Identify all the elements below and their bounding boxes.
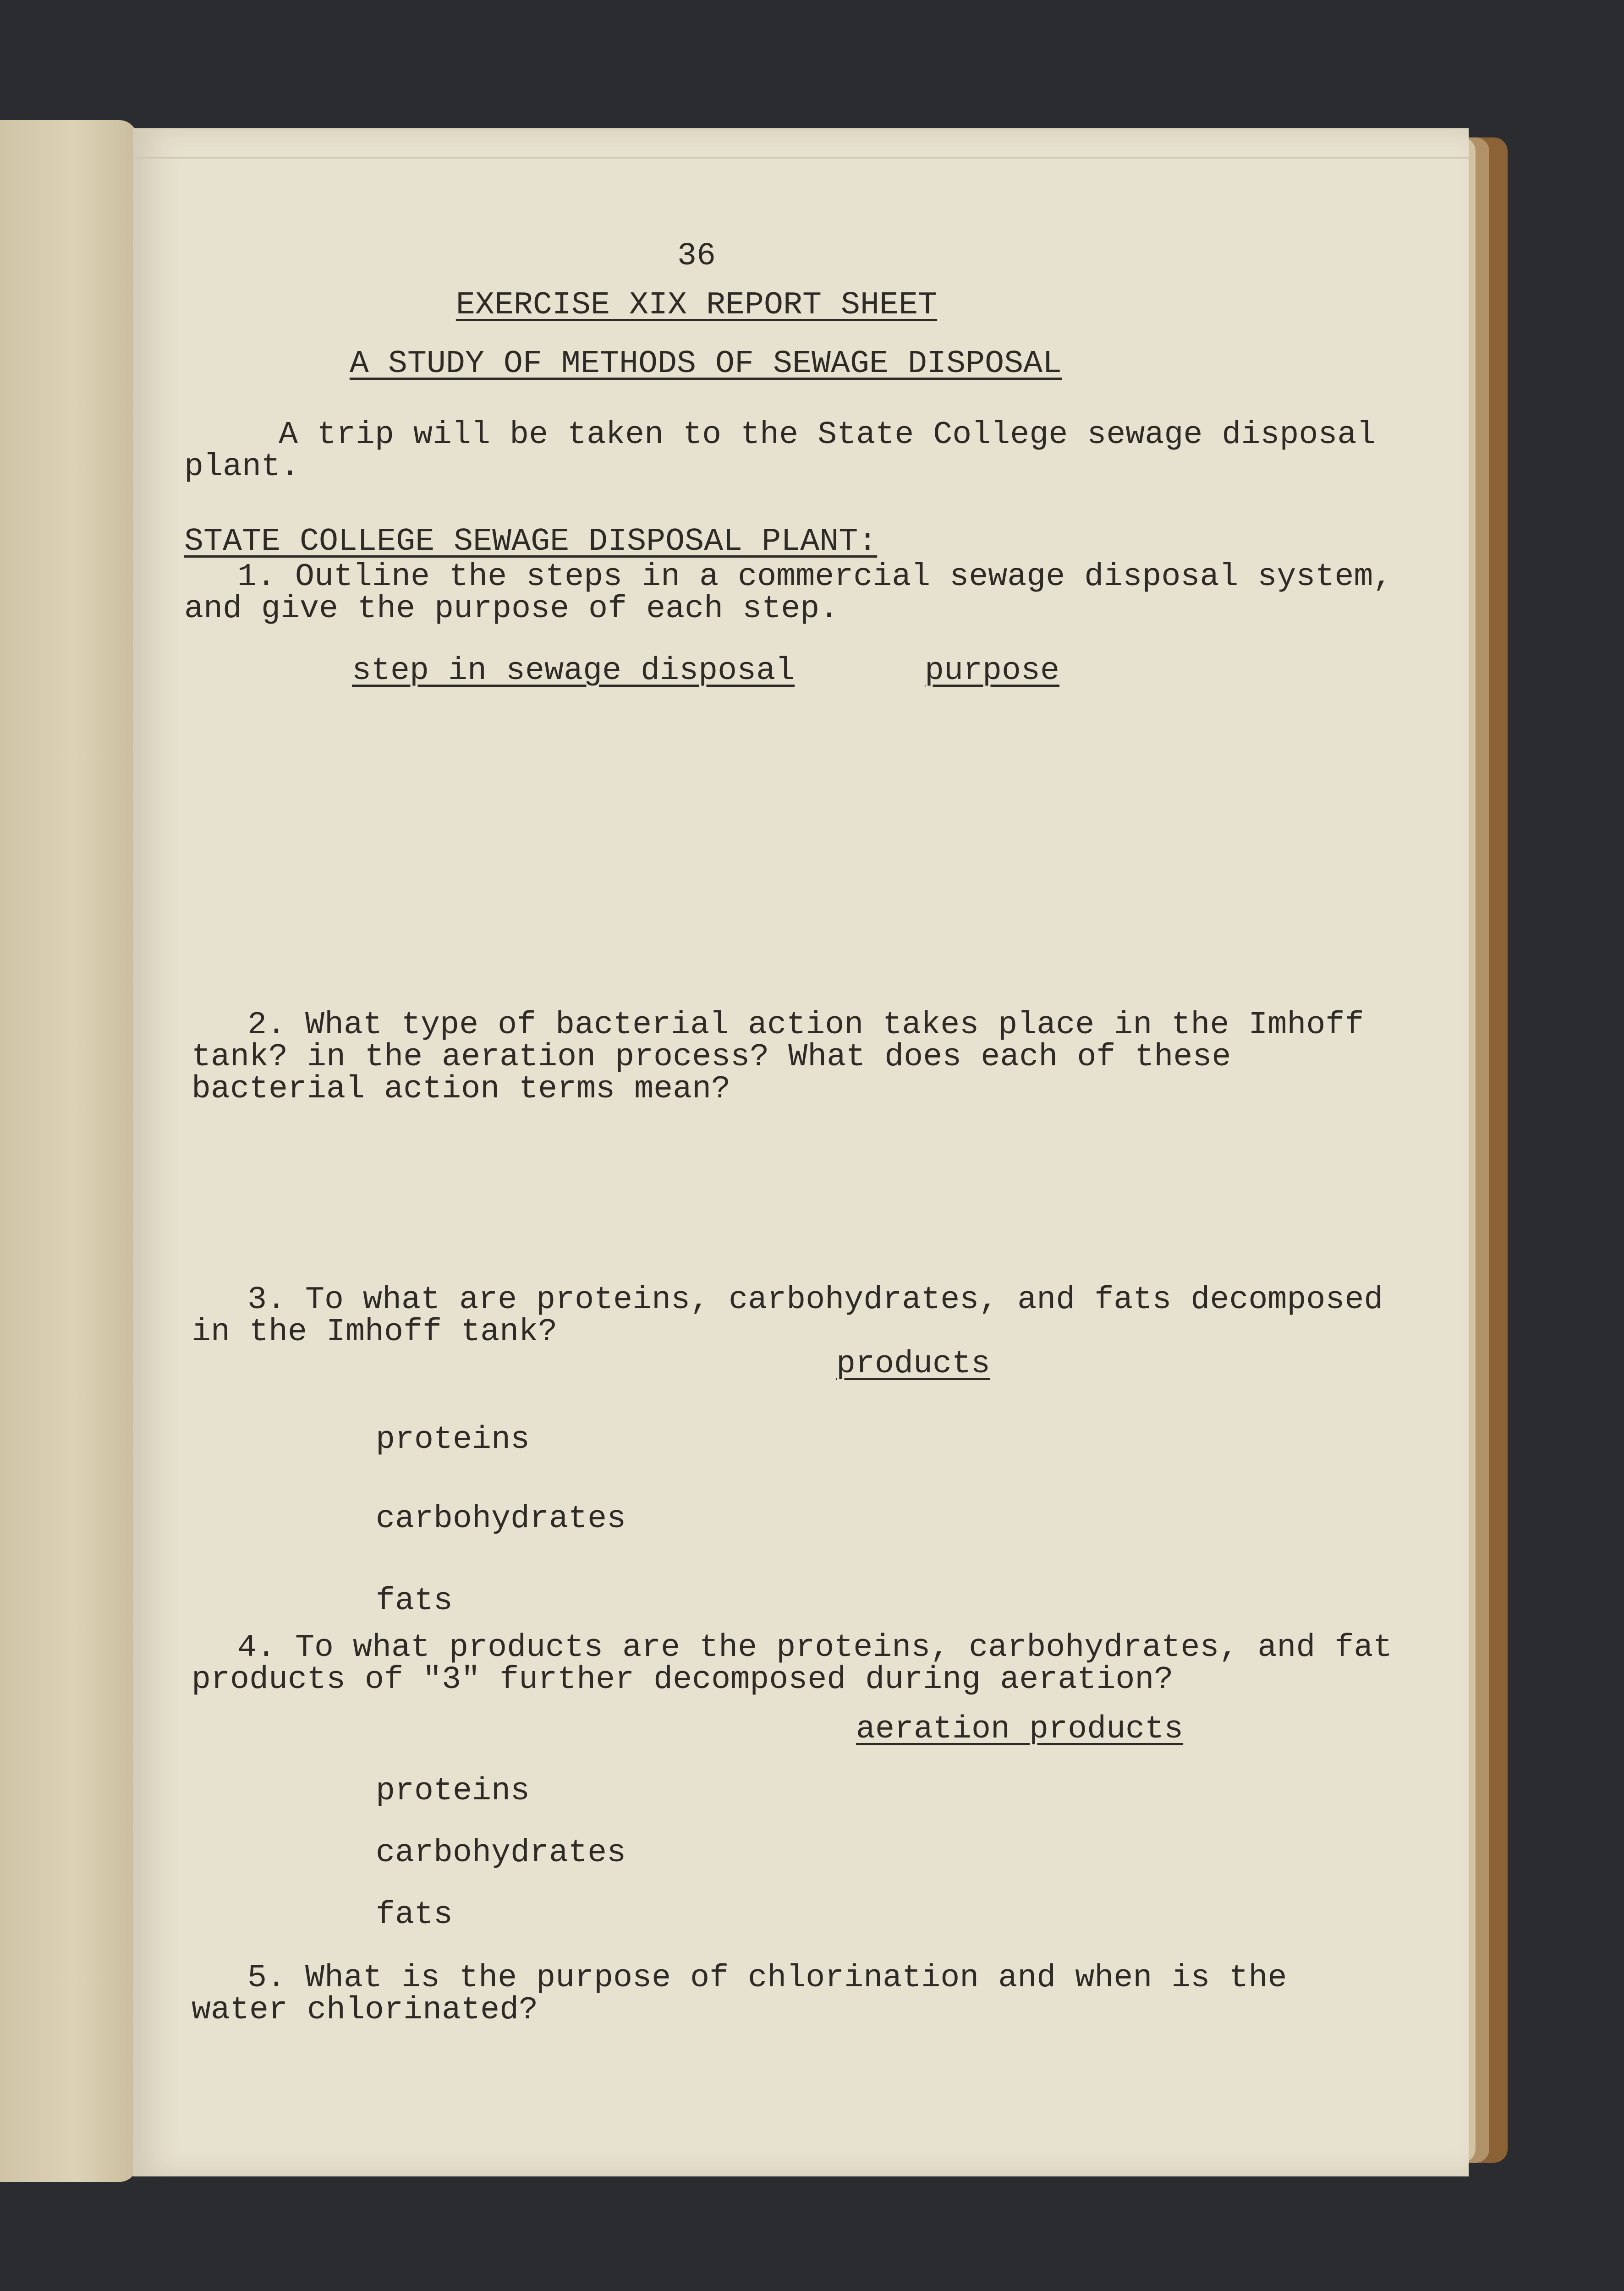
q2-line-1: 2. What type of bacterial action takes place in the Imhoff	[247, 1007, 1364, 1043]
q3-item-carbohydrates: carbohydrates	[376, 1501, 626, 1537]
q3-item-proteins: proteins	[376, 1422, 530, 1458]
intro-line-2: plant.	[184, 449, 300, 485]
q5-line-1: 5. What is the purpose of chlorination and when is the	[247, 1960, 1287, 1996]
sheet-subtitle: A STUDY OF METHODS OF SEWAGE DISPOSAL	[349, 346, 1062, 382]
q4-item-proteins: proteins	[376, 1773, 530, 1809]
previous-page-edge	[0, 120, 137, 2182]
q4-line-1: 4. To what products are the proteins, carbohydrates, and fat	[237, 1630, 1393, 1666]
q1-column-step: step in sewage disposal	[352, 653, 795, 689]
sheet-title: EXERCISE XIX REPORT SHEET	[455, 287, 938, 323]
q4-column-aeration-products: aeration products	[856, 1711, 1184, 1748]
section-heading: STATE COLLEGE SEWAGE DISPOSAL PLANT:	[184, 524, 878, 560]
q3-item-fats: fats	[376, 1583, 453, 1619]
page-top-line	[133, 157, 1469, 159]
q2-line-2: tank? in the aeration process? What does each of these	[192, 1039, 1231, 1075]
intro-line-1: A trip will be taken to the State College sewage disposal	[279, 417, 1376, 453]
q4-item-carbohydrates: carbohydrates	[376, 1835, 626, 1871]
q3-line-1: 3. To what are proteins, carbohydrates, and fats decomposed	[247, 1282, 1383, 1318]
page-number: 36	[677, 238, 716, 274]
q3-line-2: in the Imhoff tank?	[192, 1314, 558, 1350]
q4-item-fats: fats	[376, 1897, 453, 1933]
q1-line-2: and give the purpose of each step.	[184, 591, 839, 627]
report-sheet-page	[133, 128, 1469, 2176]
q2-line-3: bacterial action terms mean?	[192, 1071, 731, 1107]
q4-line-2: products of "3" further decomposed during aeration?	[192, 1662, 1174, 1698]
q1-line-1: 1. Outline the steps in a commercial sewage disposal system,	[237, 559, 1393, 595]
q5-line-2: water chlorinated?	[192, 1992, 538, 2028]
q1-column-purpose: purpose	[925, 653, 1060, 689]
q3-column-products: products	[836, 1346, 991, 1382]
